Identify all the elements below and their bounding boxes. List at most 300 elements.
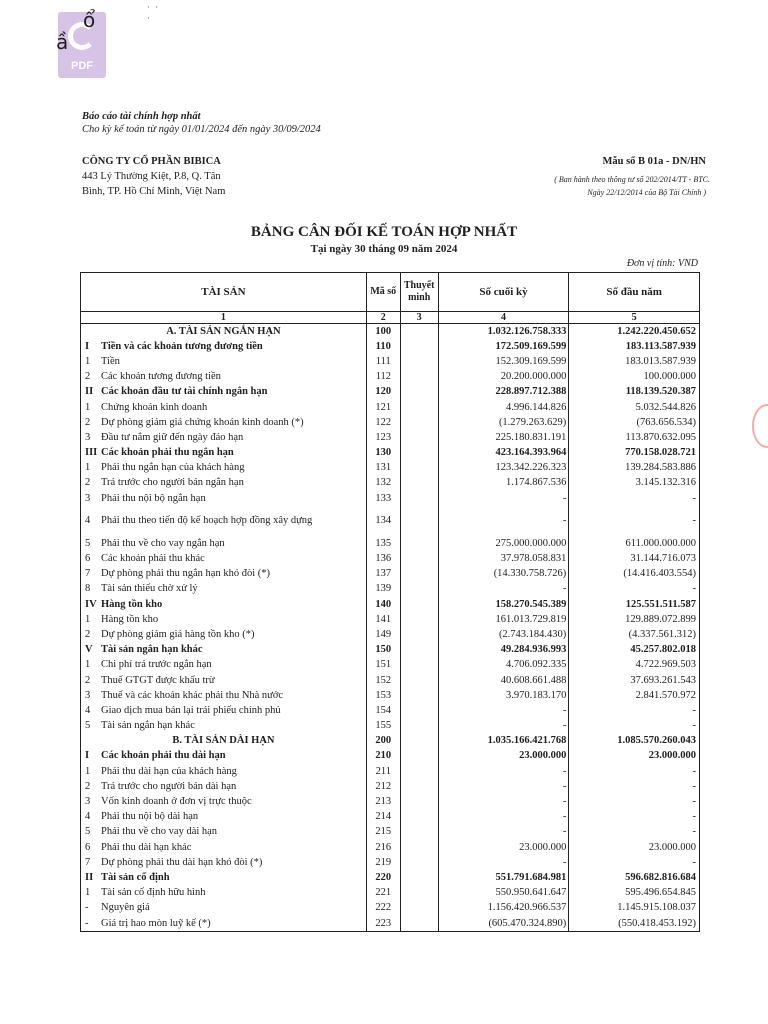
table-row (81, 324, 700, 340)
row-label (81, 551, 367, 566)
row-note (400, 446, 438, 461)
table-row (81, 446, 700, 461)
row-note (400, 658, 438, 673)
row-number: IV (85, 598, 97, 610)
row-ending-value: 550.950.641.647 (438, 886, 569, 901)
table-row (81, 734, 700, 749)
watermark-glyph-left: ầ (56, 30, 69, 54)
table-row (81, 825, 700, 840)
row-name: Dự phòng phải thu ngắn hạn khó đòi (*) (101, 568, 270, 580)
page-subtitle: Tại ngày 30 tháng 09 năm 2024 (310, 243, 458, 255)
balance-sheet-table (80, 272, 700, 932)
row-code: 111 (366, 354, 400, 369)
row-ending-value: (1.279.263.629) (438, 415, 569, 430)
row-number: 6 (85, 553, 91, 565)
row-opening-value: 183.113.587.939 (569, 339, 700, 354)
row-number: 2 (85, 780, 91, 792)
row-note (400, 430, 438, 445)
table-row (81, 612, 700, 627)
row-label (81, 794, 367, 809)
row-ending-value: 23.000.000 (438, 749, 569, 764)
row-note (400, 385, 438, 400)
row-label (81, 643, 367, 658)
row-opening-value: - (569, 719, 700, 734)
row-label (81, 415, 367, 430)
row-code: 153 (366, 688, 400, 703)
row-code: 200 (366, 734, 400, 749)
row-opening-value: 37.693.261.543 (569, 673, 700, 688)
row-ending-value: 4.706.092.335 (438, 658, 569, 673)
row-name: Phải thu ngắn hạn của khách hàng (101, 462, 245, 474)
company-name: CÔNG TY CỔ PHẦN BIBICA (82, 156, 221, 167)
row-number: 5 (85, 826, 91, 838)
row-note (400, 324, 438, 340)
row-note (400, 461, 438, 476)
row-note (400, 339, 438, 354)
row-number: 3 (85, 431, 91, 443)
row-opening-value: (14.416.403.554) (569, 567, 700, 582)
row-number: 2 (85, 371, 91, 383)
row-label (81, 719, 367, 734)
row-name: Tài sản thiếu chờ xử lý (101, 583, 198, 595)
row-code: 121 (366, 400, 400, 415)
row-name: Hàng tồn kho (101, 613, 159, 625)
address-line2: Bình, TP. Hồ Chí Minh, Việt Nam (82, 186, 226, 197)
row-opening-value: (763.656.534) (569, 415, 700, 430)
row-ending-value: 49.284.936.993 (438, 643, 569, 658)
row-opening-value: - (569, 703, 700, 718)
table-row (81, 506, 700, 536)
row-opening-value: - (569, 825, 700, 840)
table-row (81, 901, 700, 916)
table-row (81, 597, 700, 612)
row-number: 3 (85, 689, 91, 701)
row-ending-value: - (438, 855, 569, 870)
row-name: A. TÀI SẢN NGẮN HẠN (166, 325, 281, 337)
row-name: Tài sản ngắn hạn khác (101, 720, 195, 732)
table-row (81, 582, 700, 597)
row-note (400, 825, 438, 840)
row-opening-value: 129.889.072.899 (569, 612, 700, 627)
col-ending: Số cuối kỳ (438, 273, 569, 312)
row-name: Nguyên giá (101, 902, 150, 914)
table-row (81, 719, 700, 734)
row-opening-value: 23.000.000 (569, 749, 700, 764)
row-number: 5 (85, 720, 91, 732)
row-note (400, 536, 438, 551)
table-row (81, 536, 700, 551)
row-code: 149 (366, 627, 400, 642)
row-name: Chi phí trả trước ngắn hạn (101, 659, 212, 671)
row-number: 2 (85, 416, 91, 428)
table-row (81, 339, 700, 354)
row-code: 110 (366, 339, 400, 354)
row-ending-value: 3.970.183.170 (438, 688, 569, 703)
table-row (81, 567, 700, 582)
table-row (81, 688, 700, 703)
row-opening-value: 118.139.520.387 (569, 385, 700, 400)
row-ending-value: - (438, 491, 569, 506)
row-opening-value: 45.257.802.018 (569, 643, 700, 658)
row-number: 3 (85, 796, 91, 808)
address-line1: 443 Lý Thường Kiệt, P.8, Q. Tân (82, 171, 221, 182)
row-note (400, 764, 438, 779)
row-opening-value: 5.032.544.826 (569, 400, 700, 415)
row-label (81, 734, 367, 749)
row-ending-value: 4.996.144.826 (438, 400, 569, 415)
row-label (81, 354, 367, 369)
row-note (400, 476, 438, 491)
row-name: Trả trước cho người bán dài hạn (101, 780, 237, 792)
row-number: 2 (85, 477, 91, 489)
row-note (400, 415, 438, 430)
table-row (81, 385, 700, 400)
table-row (81, 886, 700, 901)
row-ending-value: - (438, 794, 569, 809)
row-note (400, 688, 438, 703)
row-note (400, 779, 438, 794)
table-row (81, 810, 700, 825)
row-opening-value: 3.145.132.316 (569, 476, 700, 491)
row-code: 120 (366, 385, 400, 400)
row-name: Các khoản đầu tư tài chính ngắn hạn (101, 386, 268, 398)
row-ending-value: 158.270.545.389 (438, 597, 569, 612)
row-note (400, 627, 438, 642)
row-opening-value: - (569, 491, 700, 506)
row-note (400, 567, 438, 582)
row-note (400, 870, 438, 885)
row-note (400, 886, 438, 901)
row-ending-value: 1.156.420.966.537 (438, 901, 569, 916)
table-row (81, 779, 700, 794)
row-ending-value: - (438, 703, 569, 718)
table-row (81, 916, 700, 932)
row-ending-value: (2.743.184.430) (438, 627, 569, 642)
row-ending-value: - (438, 582, 569, 597)
row-code: 133 (366, 491, 400, 506)
row-name: Phải thu dài hạn của khách hàng (101, 765, 237, 777)
row-note (400, 370, 438, 385)
row-opening-value: (4.337.561.312) (569, 627, 700, 642)
row-ending-value: 1.174.867.536 (438, 476, 569, 491)
row-label (81, 597, 367, 612)
row-code: 137 (366, 567, 400, 582)
row-name: Phải thu nội bộ dài hạn (101, 811, 199, 823)
row-code: 112 (366, 370, 400, 385)
table-row (81, 354, 700, 369)
table-row (81, 370, 700, 385)
table-row (81, 551, 700, 566)
row-code: 155 (366, 719, 400, 734)
row-label (81, 400, 367, 415)
row-label (81, 840, 367, 855)
row-code: 221 (366, 886, 400, 901)
row-name: Phải thu nội bộ ngắn hạn (101, 492, 206, 504)
form-number: Mẫu số B 01a - DN/HN (602, 156, 706, 167)
row-code: 223 (366, 916, 400, 932)
row-opening-value: - (569, 794, 700, 809)
row-number: V (85, 644, 93, 656)
logo-label: PDF (71, 60, 93, 72)
row-ending-value: - (438, 506, 569, 536)
page-title: BẢNG CÂN ĐỐI KẾ TOÁN HỢP NHẤT (250, 224, 518, 240)
row-name: Phải thu theo tiến độ kế hoạch hợp đồng xây dựng (101, 515, 313, 527)
row-code: 136 (366, 551, 400, 566)
row-label (81, 324, 367, 340)
row-ending-value: 40.608.661.488 (438, 673, 569, 688)
row-note (400, 719, 438, 734)
row-ending-value: 225.180.831.191 (438, 430, 569, 445)
row-name: Các khoản phải thu dài hạn (101, 750, 226, 762)
row-ending-value: - (438, 719, 569, 734)
row-name: Đầu tư nắm giữ đến ngày đáo hạn (101, 431, 244, 443)
table-row (81, 794, 700, 809)
row-name: Chứng khoán kinh doanh (101, 401, 208, 413)
row-label (81, 506, 367, 536)
row-label (81, 901, 367, 916)
row-code: 220 (366, 870, 400, 885)
row-opening-value: - (569, 582, 700, 597)
row-note (400, 810, 438, 825)
row-opening-value: 770.158.028.721 (569, 446, 700, 461)
row-label (81, 582, 367, 597)
table-row (81, 415, 700, 430)
col-code: Mã số (366, 273, 400, 312)
row-label (81, 855, 367, 870)
row-ending-value: - (438, 810, 569, 825)
row-ending-value: - (438, 825, 569, 840)
row-name: Các khoản tương đương tiền (101, 371, 221, 383)
table-row (81, 855, 700, 870)
row-note (400, 703, 438, 718)
table-row (81, 643, 700, 658)
row-label (81, 886, 367, 901)
row-code: 216 (366, 840, 400, 855)
row-number: 4 (85, 515, 91, 527)
row-number: 5 (85, 537, 91, 549)
row-name: Phải thu về cho vay ngắn hạn (101, 537, 225, 549)
row-label (81, 461, 367, 476)
currency-unit: Đơn vị tính: VND (626, 258, 698, 269)
row-name: Tài sản cố định hữu hình (101, 887, 206, 899)
row-number: - (85, 917, 89, 929)
row-opening-value: 4.722.969.503 (569, 658, 700, 673)
row-note (400, 794, 438, 809)
row-code: 132 (366, 476, 400, 491)
row-number: 2 (85, 628, 91, 640)
row-number: 1 (85, 355, 91, 367)
row-ending-value: (14.330.758.726) (438, 567, 569, 582)
row-code: 211 (366, 764, 400, 779)
col-asset: TÀI SẢN (81, 273, 367, 312)
row-name: Dự phòng giảm giá chứng khoán kinh doanh (*) (101, 416, 304, 428)
table-row (81, 476, 700, 491)
form-note-2: Ngày 22/12/2014 của Bộ Tài Chính ) (587, 188, 706, 197)
row-number: 3 (85, 492, 91, 504)
col-note: Thuyết minh (400, 273, 438, 312)
row-note (400, 855, 438, 870)
row-opening-value: 125.551.511.587 (569, 597, 700, 612)
row-name: Phải thu dài hạn khác (101, 841, 192, 853)
row-ending-value: 423.164.393.964 (438, 446, 569, 461)
row-number: 8 (85, 583, 91, 595)
row-name: Tài sản ngắn hạn khác (101, 644, 203, 656)
row-name: Trả trước cho người bán ngắn hạn (101, 477, 244, 489)
row-code: 134 (366, 506, 400, 536)
row-name: Phải thu về cho vay dài hạn (101, 826, 218, 838)
row-label (81, 536, 367, 551)
row-label (81, 476, 367, 491)
row-opening-value: 595.496.654.845 (569, 886, 700, 901)
row-label (81, 825, 367, 840)
table-row (81, 627, 700, 642)
row-label (81, 810, 367, 825)
row-number: 7 (85, 856, 91, 868)
row-note (400, 354, 438, 369)
scan-dots: ˙ ˙ ˙ (146, 6, 160, 28)
row-note (400, 901, 438, 916)
row-note (400, 749, 438, 764)
row-opening-value: 1.145.915.108.037 (569, 901, 700, 916)
row-code: 151 (366, 658, 400, 673)
row-number: II (85, 871, 94, 883)
row-code: 212 (366, 779, 400, 794)
row-code: 154 (366, 703, 400, 718)
table-row (81, 673, 700, 688)
row-label (81, 627, 367, 642)
row-opening-value: - (569, 764, 700, 779)
row-ending-value: 152.309.169.599 (438, 354, 569, 369)
row-number: 1 (85, 887, 91, 899)
row-ending-value: (605.470.324.890) (438, 916, 569, 932)
row-number: 4 (85, 811, 91, 823)
row-note (400, 582, 438, 597)
row-name: Giá trị hao mòn luỹ kế (*) (101, 917, 211, 929)
row-number: 4 (85, 704, 91, 716)
row-ending-value: 161.013.729.819 (438, 612, 569, 627)
row-label (81, 764, 367, 779)
row-opening-value: (550.418.453.192) (569, 916, 700, 932)
row-note (400, 597, 438, 612)
row-note (400, 506, 438, 536)
row-code: 141 (366, 612, 400, 627)
row-number: 1 (85, 462, 91, 474)
row-code: 219 (366, 855, 400, 870)
row-ending-value: 23.000.000 (438, 840, 569, 855)
row-note (400, 673, 438, 688)
table-row (81, 749, 700, 764)
row-opening-value: 596.682.816.684 (569, 870, 700, 885)
table-row (81, 430, 700, 445)
row-opening-value: 100.000.000 (569, 370, 700, 385)
row-opening-value: 113.870.632.095 (569, 430, 700, 445)
row-note (400, 400, 438, 415)
form-note-1: ( Ban hành theo thông tư số 202/2014/TT - BTC. (554, 175, 710, 184)
row-ending-value: 228.897.712.388 (438, 385, 569, 400)
row-code: 152 (366, 673, 400, 688)
row-number: 6 (85, 841, 91, 853)
row-label (81, 612, 367, 627)
row-number: - (85, 902, 89, 914)
row-label (81, 658, 367, 673)
row-code: 130 (366, 446, 400, 461)
row-label (81, 370, 367, 385)
row-note (400, 916, 438, 932)
row-label (81, 749, 367, 764)
row-opening-value: - (569, 810, 700, 825)
row-code: 222 (366, 901, 400, 916)
row-ending-value: 275.000.000.000 (438, 536, 569, 551)
row-label (81, 385, 367, 400)
row-code: 100 (366, 324, 400, 340)
row-code: 213 (366, 794, 400, 809)
row-code: 139 (366, 582, 400, 597)
table-row (81, 491, 700, 506)
row-code: 131 (366, 461, 400, 476)
table-row (81, 400, 700, 415)
row-label (81, 870, 367, 885)
row-ending-value: 551.791.684.981 (438, 870, 569, 885)
col-index: 1 (81, 312, 367, 324)
col-index: 3 (400, 312, 438, 324)
row-name: Giao dịch mua bán lại trái phiếu chính phủ (101, 704, 281, 716)
row-name: Hàng tồn kho (101, 598, 163, 610)
row-name: Dự phòng giảm giá hàng tồn kho (*) (101, 628, 255, 640)
row-opening-value: - (569, 855, 700, 870)
row-ending-value: 20.200.000.000 (438, 370, 569, 385)
row-name: Thuế và các khoản khác phải thu Nhà nước (101, 689, 284, 701)
col-index: 4 (438, 312, 569, 324)
row-number: I (85, 340, 90, 352)
row-name: Các khoản phải thu khác (101, 553, 205, 565)
row-opening-value: 23.000.000 (569, 840, 700, 855)
row-code: 123 (366, 430, 400, 445)
row-number: 1 (85, 765, 91, 777)
red-seal-edge (752, 404, 768, 448)
table-index-row (81, 312, 700, 324)
row-note (400, 491, 438, 506)
row-code: 210 (366, 749, 400, 764)
row-opening-value: 2.841.570.972 (569, 688, 700, 703)
row-number: 1 (85, 613, 91, 625)
row-ending-value: 37.978.058.831 (438, 551, 569, 566)
table-row (81, 764, 700, 779)
row-label (81, 916, 367, 932)
col-index: 5 (569, 312, 700, 324)
row-opening-value: 1.085.570.260.043 (569, 734, 700, 749)
row-opening-value: 1.242.220.450.652 (569, 324, 700, 340)
row-note (400, 551, 438, 566)
row-label (81, 430, 367, 445)
row-number: III (85, 447, 98, 459)
row-code: 215 (366, 825, 400, 840)
row-name: Vốn kinh doanh ở đơn vị trực thuộc (101, 796, 252, 808)
row-name: Các khoản phải thu ngắn hạn (101, 447, 234, 459)
row-ending-value: 1.035.166.421.768 (438, 734, 569, 749)
row-note (400, 840, 438, 855)
row-opening-value: 183.013.587.939 (569, 354, 700, 369)
row-number: I (85, 750, 90, 762)
col-index: 2 (366, 312, 400, 324)
row-label (81, 703, 367, 718)
table-row (81, 703, 700, 718)
report-title: Báo cáo tài chính hợp nhất (82, 111, 201, 122)
row-name: Thuế GTGT được khấu trừ (101, 674, 215, 686)
col-opening: Số đầu năm (569, 273, 700, 312)
row-ending-value: - (438, 764, 569, 779)
row-ending-value: - (438, 779, 569, 794)
row-label (81, 779, 367, 794)
